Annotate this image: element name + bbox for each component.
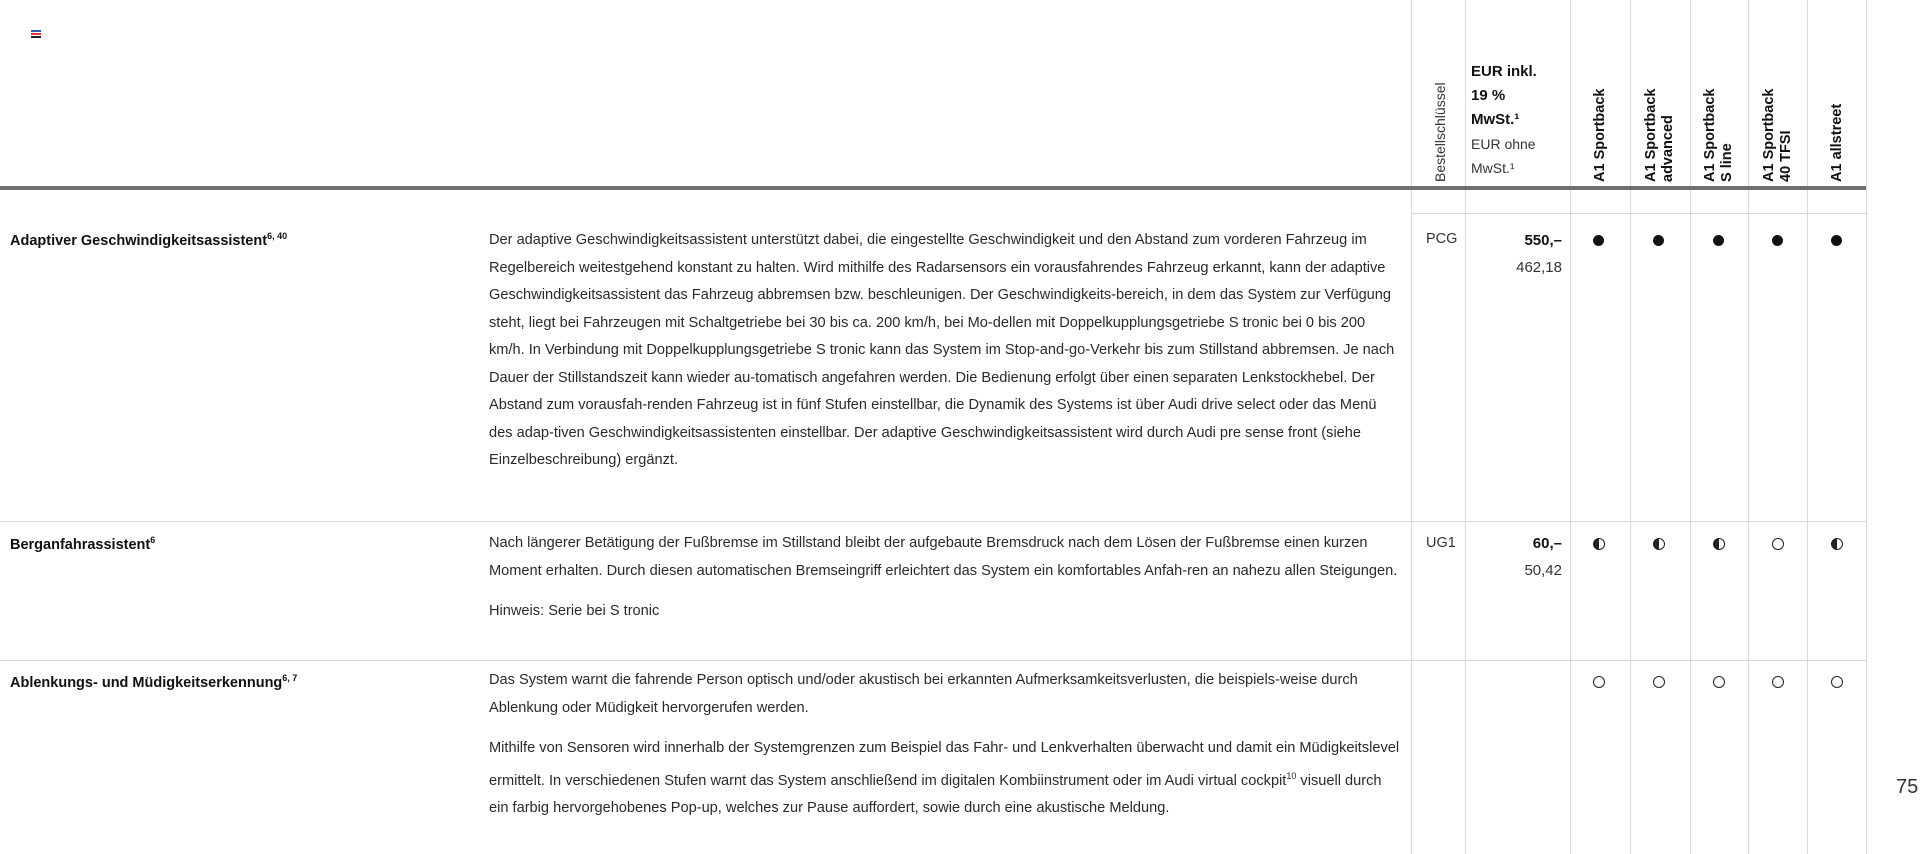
column-divider bbox=[1866, 0, 1867, 854]
price-cell: 60,– 50,42 bbox=[1524, 535, 1562, 579]
order-code: PCG bbox=[1426, 231, 1458, 247]
order-code: UG1 bbox=[1426, 535, 1456, 551]
model-header: A1 allstreet bbox=[1828, 103, 1845, 182]
column-divider bbox=[1690, 0, 1691, 854]
availability-mark bbox=[1653, 538, 1665, 550]
availability-mark bbox=[1593, 676, 1605, 688]
availability-mark bbox=[1772, 235, 1783, 246]
feature-title: Adaptiver Geschwindigkeitsassistent$^{6, 40}$ bbox=[10, 231, 288, 249]
column-divider bbox=[1748, 0, 1749, 854]
column-divider bbox=[1807, 0, 1808, 854]
feature-title: Ablenkungs- und Müdigkeitserkennung$^{6, 7}$ bbox=[10, 673, 298, 691]
price-gross-header: EUR inkl. 19 % MwSt.¹ bbox=[1471, 63, 1537, 128]
feature-description: Der adaptive Geschwindigkeitsassistent unterstützt dabei, die eingestellte Geschwindigkeit und den Abstand zum vorderen Fahrzeug im Regelbereich weitestgehend konstant zu halten. Wird mithilfe des Radarsensors ein vorausfahrendes Fahrzeug erkannt, kann der adaptive Geschwindigkeitsassistent das Fahrzeug abbremsen bzw. beschleunigen. Der Geschwindigkeits-bereich, in dem das System zur Verfügung steht, liegt bei Fahrzeugen mit Schaltgetriebe bei 30 bis ca. 200 km/h, bei Mo-dellen mit Doppelkupplungsgetriebe S tronic bei 0 bis 200 km/h. In Verbindung mit Doppelkupplungsgetriebe S tronic kann das System im Stop-and-go-Verkehr bis zum Stillstand abbremsen. Je nach Dauer der Stillstandszeit kann wieder au-tomatisch angefahren werden. Die Bedienung erfolgt über einen separaten Lenkstockhebel. Der Abstand zum vorausfah-renden Fahrzeug ist in fünf Stufen einstellbar, die Dynamik des Systems ist über Audi drive select oder das Menü des adap-tiven Geschwindigkeitsassistenten einstellbar. Der adaptive Geschwindigkeitsassistent wird durch Audi pre sense front (siehe Einzelbeschreibung) ergänzt. bbox=[489, 232, 1395, 468]
availability-mark bbox=[1831, 538, 1843, 550]
availability-mark bbox=[1831, 235, 1842, 246]
availability-mark bbox=[1593, 538, 1605, 550]
model-header: A1 Sportback advanced bbox=[1643, 88, 1676, 182]
row-divider bbox=[0, 521, 1866, 522]
price-header bbox=[1471, 60, 1551, 180]
availability-mark bbox=[1772, 676, 1784, 688]
price-net-header: EUR ohne MwSt.¹ bbox=[1471, 136, 1536, 176]
row-divider bbox=[0, 660, 1866, 661]
feature-title: Berganfahrassistent$^6$ bbox=[10, 535, 156, 553]
column-divider bbox=[1465, 0, 1466, 854]
column-divider bbox=[1411, 0, 1412, 854]
page-number: 75 bbox=[1896, 776, 1919, 798]
availability-mark bbox=[1831, 676, 1843, 688]
availability-mark bbox=[1713, 538, 1725, 550]
feature-description: Das System warnt die fahrende Person optisch und/oder akustisch bei erkannten Aufmerksamkeitsverlusten, die beispiels-weise durch Ablenkung oder Müdigkeit hervorgerufen werden. Mithilfe von Sensoren wird innerhalb der Systemgrenzen zum Beispiel das Fahr- und Lenkverhalten überwacht und damit ein Müdigkeitslevel ermittelt. In verschiedenen Stufen warnt das System anschließend im digitalen Kombiinstrument oder im Audi virtual cockpit$^{10}$ visuell durch ein farbig hervorgehobenes Pop-up, welches zur Pause auffordert, sowie durch eine akustische Meldung. bbox=[489, 672, 1400, 816]
order-key-header: Bestellschlüssel bbox=[1431, 82, 1448, 182]
model-header: A1 Sportback S line bbox=[1702, 88, 1735, 182]
availability-mark bbox=[1713, 676, 1725, 688]
availability-mark bbox=[1713, 235, 1724, 246]
header-subrule bbox=[1411, 213, 1866, 214]
feature-description: Nach längerer Betätigung der Fußbremse im Stillstand bleibt der aufgebaute Bremsdruck nach dem Lösen der Fußbremse einen kurzen Moment erhalten. Durch diesen automatischen Bremseingriff erleichtert das System ein komfortables Anfah-ren an nahezu allen Steigungen. Hinweis: Serie bei S tronic bbox=[489, 535, 1398, 619]
availability-mark bbox=[1653, 676, 1665, 688]
flag-icon bbox=[31, 30, 41, 40]
availability-mark bbox=[1593, 235, 1604, 246]
availability-mark bbox=[1653, 235, 1664, 246]
column-divider bbox=[1570, 0, 1571, 854]
column-divider bbox=[1630, 0, 1631, 854]
model-header: A1 Sportback 40 TFSI bbox=[1761, 88, 1794, 182]
header-rule bbox=[0, 186, 1866, 190]
availability-mark bbox=[1772, 538, 1784, 550]
model-header: A1 Sportback bbox=[1591, 88, 1608, 182]
price-cell: 550,– 462,18 bbox=[1516, 232, 1562, 276]
